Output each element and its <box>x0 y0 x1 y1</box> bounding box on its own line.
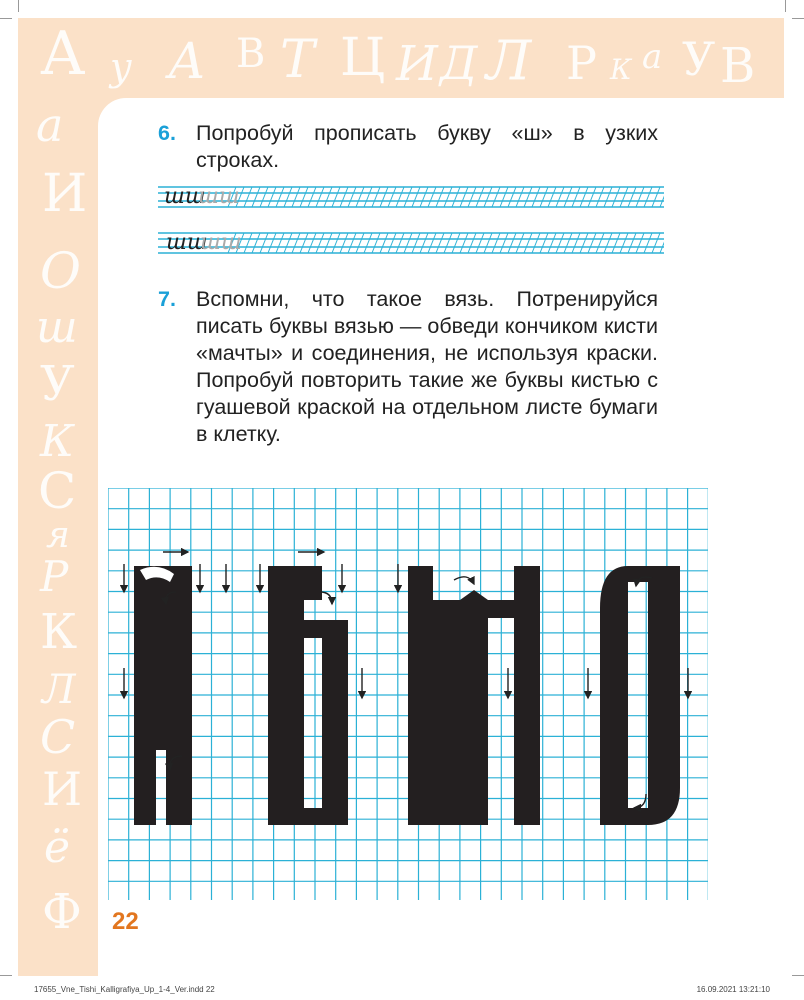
slant-guide-line <box>572 233 580 253</box>
slant-guide-line <box>292 187 300 207</box>
slant-guide-line <box>476 187 484 207</box>
crop-mark <box>792 18 804 19</box>
slant-guide-line <box>580 187 588 207</box>
slant-guide-line <box>660 233 664 253</box>
slant-guide-line <box>380 187 388 207</box>
task-number: 6. <box>158 121 176 145</box>
slant-guide-line <box>452 187 460 207</box>
slant-guide-line <box>436 187 444 207</box>
slant-guide-line <box>652 187 660 207</box>
slant-guide-line <box>468 187 476 207</box>
slant-guide-line <box>612 187 620 207</box>
crop-mark <box>792 975 804 976</box>
slant-guide-line <box>508 233 516 253</box>
slant-guide-line <box>260 187 268 207</box>
decor-letter: И <box>42 164 88 224</box>
slant-guide-line <box>308 233 316 253</box>
slant-guide-line <box>252 187 260 207</box>
slant-guide-line <box>340 187 348 207</box>
slant-guide-line <box>444 233 452 253</box>
decor-letter: С <box>40 710 76 764</box>
slant-guide-line <box>644 187 652 207</box>
slant-guide-line <box>316 187 324 207</box>
decor-letter: Р <box>566 36 597 90</box>
practice-lines <box>158 186 664 208</box>
slant-guide-line <box>412 233 420 253</box>
slant-guide-line <box>292 233 300 253</box>
decor-letter: А <box>168 32 206 90</box>
decorative-letters-left <box>18 98 98 976</box>
task-6 <box>158 120 658 174</box>
slant-guide-line <box>556 187 564 207</box>
slant-guide-line <box>492 187 500 207</box>
slant-guide-line <box>660 187 664 207</box>
slant-guide-line <box>444 187 452 207</box>
decor-letter: Ф <box>42 884 82 940</box>
print-footer-file: 17655_Vne_Tishi_Kalligrafiya_Up_1-4_Ver.indd 22 <box>34 985 215 994</box>
crop-mark <box>785 0 786 12</box>
task-7 <box>158 286 658 448</box>
decor-letter: Д <box>440 36 478 90</box>
slant-guide-line <box>532 187 540 207</box>
slant-guide-line <box>268 187 276 207</box>
slant-guide-line <box>596 187 604 207</box>
slant-guide-line <box>540 233 548 253</box>
decor-letter: Ц <box>340 28 386 88</box>
decor-letter: У <box>40 356 75 412</box>
decor-letter: К <box>40 416 75 467</box>
task-number: 7. <box>158 287 176 311</box>
decor-letter: В <box>720 38 756 94</box>
page-number: 22 <box>112 908 139 935</box>
slant-guide-line <box>588 187 596 207</box>
crop-mark <box>0 975 12 976</box>
decor-letter: Т <box>280 30 315 90</box>
practice-sample-trace: шш <box>198 186 240 208</box>
slant-guide-line <box>516 187 524 207</box>
slant-guide-line <box>396 187 404 207</box>
slant-guide-line <box>516 233 524 253</box>
crop-mark <box>18 0 19 12</box>
slant-guide-line <box>548 187 556 207</box>
slant-guide-line <box>460 187 468 207</box>
decor-letter: В <box>236 31 266 77</box>
decor-letter: а <box>642 37 663 77</box>
practice-sample-trace: шш <box>200 232 242 254</box>
slant-guide-line <box>276 233 284 253</box>
slant-guide-line <box>652 233 660 253</box>
decor-letter: И <box>42 762 83 816</box>
decor-letter: О <box>40 242 81 300</box>
decor-letter: Р <box>40 552 69 601</box>
slant-guide-line <box>524 233 532 253</box>
task-text: Вспомни, что такое вязь. Потренируйся писать буквы вязью — обведи кончиком кисти «мачты» и соединения, не используя краски. Попробуй повторить такие же буквы кистью с гуашевой краской на отдельном листе бумаги в клетку. <box>196 287 658 446</box>
slant-guide-line <box>284 233 292 253</box>
slant-guide-line <box>388 233 396 253</box>
slant-guide-line <box>636 233 644 253</box>
slant-guide-line <box>340 233 348 253</box>
decor-letter: К <box>40 604 78 660</box>
slant-guide-line <box>420 233 428 253</box>
slant-guide-line <box>372 187 380 207</box>
slant-guide-line <box>380 233 388 253</box>
slant-guide-line <box>620 187 628 207</box>
slant-guide-line <box>356 233 364 253</box>
practice-lines <box>158 232 664 254</box>
practice-sample: шш <box>164 186 206 208</box>
slant-guide-line <box>452 233 460 253</box>
slant-guide-line <box>420 187 428 207</box>
slant-guide-line <box>500 187 508 207</box>
slant-guide-line <box>388 187 396 207</box>
slant-guide-line <box>540 187 548 207</box>
slant-guide-line <box>596 233 604 253</box>
vyaz-letter-a <box>134 566 192 825</box>
slant-guide-line <box>460 233 468 253</box>
slant-guide-line <box>300 187 308 207</box>
slant-guide-line <box>476 233 484 253</box>
decor-letter: у <box>110 45 133 89</box>
slant-guide-line <box>260 233 268 253</box>
print-footer-timestamp: 16.09.2021 13:21:10 <box>696 985 770 994</box>
task-text: Попробуй прописать букву «ш» в узких строках. <box>196 121 658 172</box>
slant-guide-line <box>332 187 340 207</box>
slant-guide-line <box>396 233 404 253</box>
decor-letter: У <box>682 32 716 86</box>
decorative-letters-top <box>18 18 784 98</box>
slant-guide-line <box>468 233 476 253</box>
slant-guide-line <box>508 187 516 207</box>
slant-guide-line <box>572 187 580 207</box>
slant-guide-line <box>588 233 596 253</box>
slant-guide-line <box>404 233 412 253</box>
decor-letter: А <box>40 19 86 89</box>
slant-guide-line <box>324 187 332 207</box>
decor-letter: К <box>610 53 632 86</box>
practice-sample: шш <box>166 232 208 254</box>
slant-guide-line <box>308 187 316 207</box>
slant-guide-line <box>628 233 636 253</box>
slant-guide-line <box>316 233 324 253</box>
slant-guide-line <box>628 187 636 207</box>
slant-guide-line <box>348 187 356 207</box>
slant-guide-line <box>580 233 588 253</box>
slant-guide-line <box>532 233 540 253</box>
slant-guide-line <box>284 187 292 207</box>
decor-letter: ё <box>44 822 71 873</box>
slant-guide-line <box>556 233 564 253</box>
decor-letter: ш <box>36 302 78 353</box>
slant-guide-line <box>324 233 332 253</box>
slant-guide-line <box>412 187 420 207</box>
slant-guide-line <box>252 233 260 253</box>
slant-guide-line <box>276 187 284 207</box>
slant-guide-line <box>604 233 612 253</box>
slant-guide-line <box>428 187 436 207</box>
slant-guide-line <box>372 233 380 253</box>
vyaz-letter-t-stem <box>408 566 433 825</box>
practice-grid <box>108 488 708 900</box>
slant-guide-line <box>564 187 572 207</box>
slant-guide-line <box>364 233 372 253</box>
slant-guide-line <box>620 233 628 253</box>
decor-letter: Л <box>42 667 76 713</box>
slant-guide-line <box>244 233 252 253</box>
decor-letter: я <box>46 515 70 556</box>
crop-mark <box>0 18 12 19</box>
slant-guide-line <box>548 233 556 253</box>
slant-guide-line <box>636 187 644 207</box>
slant-guide-line <box>500 233 508 253</box>
slant-guide-line <box>332 233 340 253</box>
slant-guide-line <box>484 187 492 207</box>
slant-guide-line <box>348 233 356 253</box>
slant-guide-line <box>604 187 612 207</box>
slant-guide-line <box>436 233 444 253</box>
decor-letter: И <box>396 36 438 92</box>
slant-guide-line <box>564 233 572 253</box>
slant-guide-line <box>644 233 652 253</box>
slant-guide-line <box>244 187 252 207</box>
slant-guide-line <box>492 233 500 253</box>
slant-guide-line <box>484 233 492 253</box>
decor-letter: Л <box>486 29 532 92</box>
slant-guide-line <box>612 233 620 253</box>
decor-letter: а <box>36 98 64 152</box>
slant-guide-line <box>356 187 364 207</box>
slant-guide-line <box>300 233 308 253</box>
slant-guide-line <box>268 233 276 253</box>
slant-guide-line <box>428 233 436 253</box>
slant-guide-line <box>524 187 532 207</box>
decor-letter: С <box>38 462 77 520</box>
slant-guide-line <box>364 187 372 207</box>
slant-guide-line <box>404 187 412 207</box>
